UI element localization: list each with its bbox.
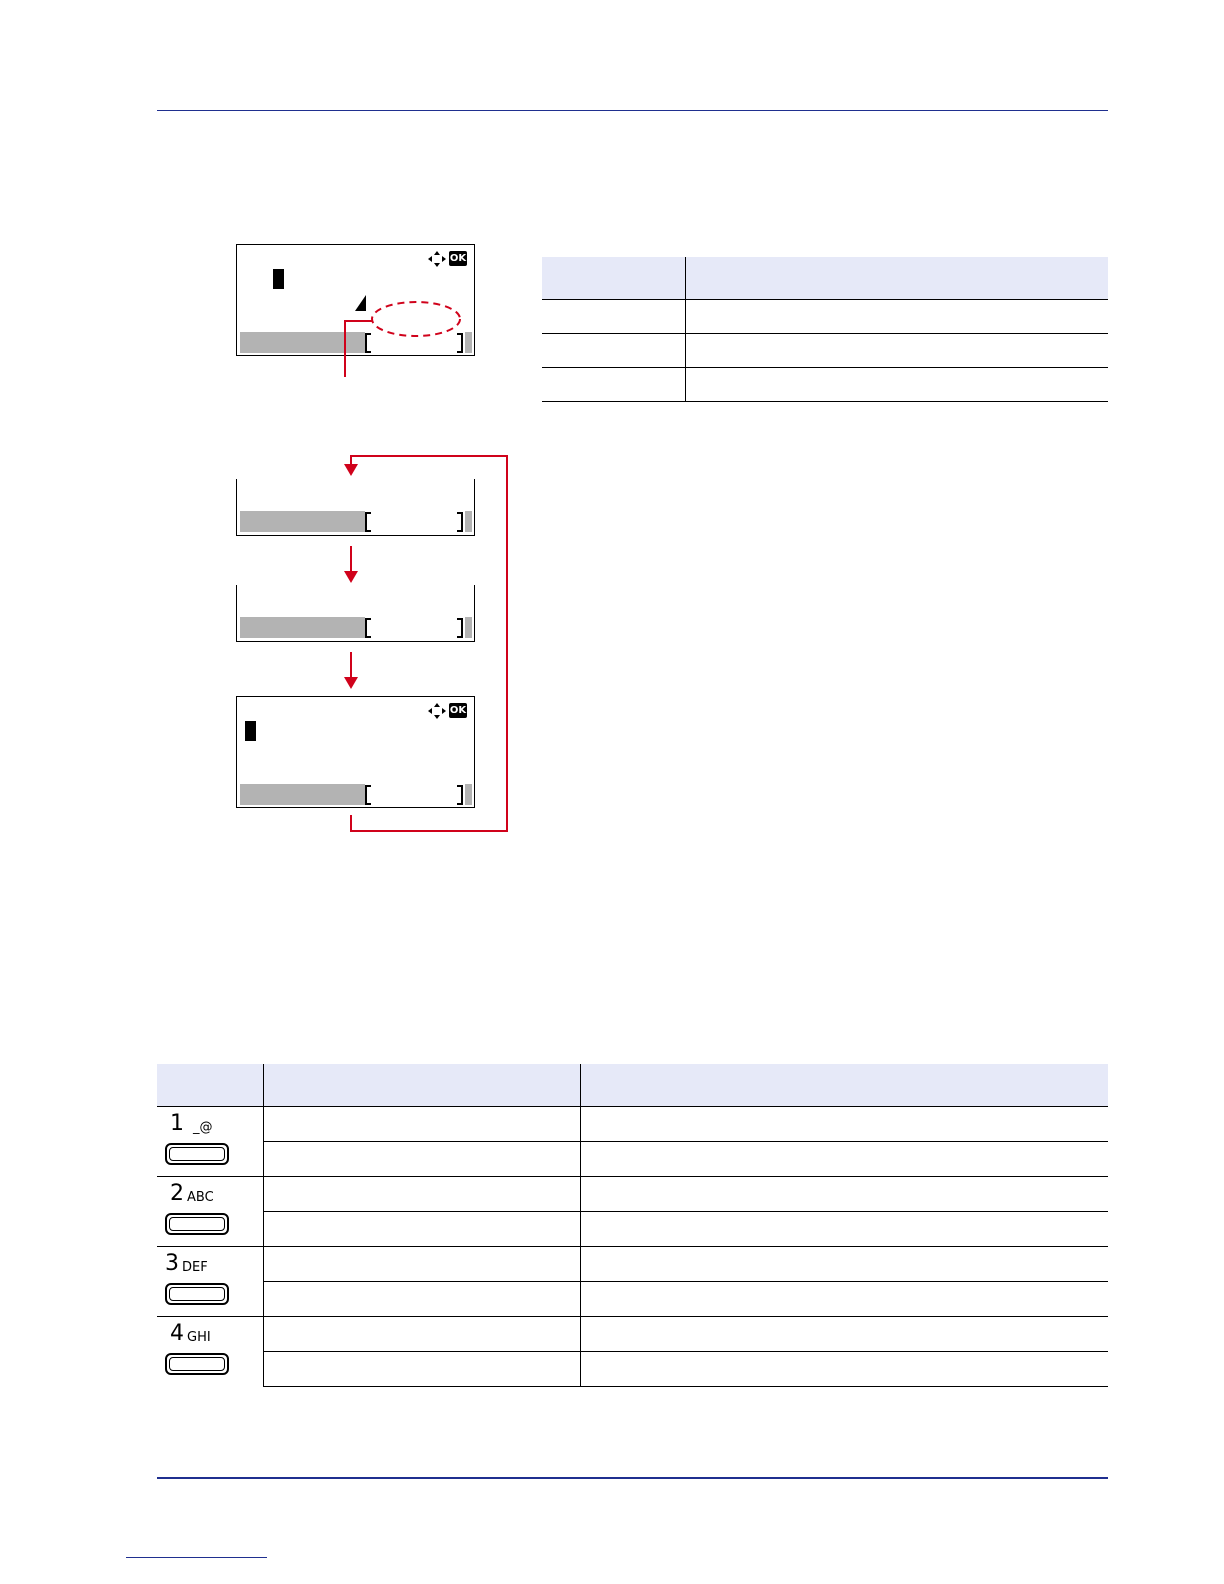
table-row: [542, 299, 1108, 333]
table-row: [157, 1141, 1108, 1176]
key-letters: ABC: [187, 1189, 214, 1205]
arrow-head-3: [344, 677, 358, 689]
key-number: 4: [170, 1320, 184, 1346]
table-cell: [263, 1246, 580, 1281]
table-cell: [263, 1316, 580, 1351]
ok-icon: OK: [449, 253, 467, 264]
table-row: [542, 333, 1108, 367]
table-cell: [685, 299, 1108, 333]
table-cell: [263, 1351, 580, 1386]
table-cell: [580, 1211, 1108, 1246]
key-number: 3: [165, 1250, 179, 1276]
table-row: [157, 1351, 1108, 1386]
table-cell: [580, 1246, 1108, 1281]
bracket-right: [457, 785, 463, 805]
ok-icon: OK: [449, 705, 467, 716]
table-cell: [542, 367, 685, 401]
text-cursor: [245, 721, 256, 741]
key-letters: DEF: [182, 1259, 208, 1275]
table-row: [157, 1211, 1108, 1246]
table-row: [157, 1316, 1108, 1351]
table-cell: [685, 367, 1108, 401]
key-cell-1: [157, 1106, 263, 1176]
arrow-head-1: [344, 464, 358, 476]
table-header-row: [157, 1064, 1108, 1106]
keypad-4-button-icon: [165, 1353, 229, 1375]
table-cell: [263, 1281, 580, 1316]
table-cell: [580, 1281, 1108, 1316]
key-letters: GHI: [187, 1329, 211, 1345]
table-cell: [580, 1351, 1108, 1386]
keypad-1-button-icon: [165, 1143, 229, 1165]
scrollbar: [465, 617, 472, 638]
table-cell: [580, 1176, 1108, 1211]
key-letters: _@: [193, 1119, 213, 1135]
lcd-screen-3: [236, 585, 475, 642]
table-cell: [580, 1106, 1108, 1141]
table-row: [157, 1246, 1108, 1281]
keypad-2-button-icon: [165, 1213, 229, 1235]
key-number: 1: [170, 1110, 184, 1136]
table-cell: [580, 1316, 1108, 1351]
table-header-row: [542, 257, 1108, 299]
table-row: [542, 367, 1108, 401]
bracket-left: [365, 618, 371, 638]
table-header-cell: [580, 1064, 1108, 1106]
table-cell: [263, 1176, 580, 1211]
table-header-cell: [685, 257, 1108, 299]
table-row: [157, 1176, 1108, 1211]
table-cell: [685, 333, 1108, 367]
arrow-head-2: [344, 571, 358, 583]
bracket-right: [457, 512, 463, 532]
bracket-right: [457, 618, 463, 638]
scrollbar: [465, 511, 472, 532]
callout-leader-line: [345, 321, 372, 377]
key-cell-3: [157, 1246, 263, 1316]
table-header-cell: [263, 1064, 580, 1106]
four-way-arrow-icon: [428, 703, 446, 719]
key-number: 2: [170, 1180, 184, 1206]
bracket-left: [365, 785, 371, 805]
key-cell-2: [157, 1176, 263, 1246]
table-header-cell: [542, 257, 685, 299]
keypad-3-button-icon: [165, 1283, 229, 1305]
table-row: [157, 1281, 1108, 1316]
table-cell: [263, 1141, 580, 1176]
description-table: [542, 257, 1108, 402]
dashed-callout-ellipse: [372, 302, 460, 336]
bracket-left: [365, 512, 371, 532]
softkey-bar: [240, 511, 365, 532]
table-cell: [263, 1211, 580, 1246]
table-header-cell: [157, 1064, 263, 1106]
table-row: [157, 1106, 1108, 1141]
softkey-bar: [240, 784, 365, 805]
footer-link-underline[interactable]: [126, 1557, 267, 1558]
footer-rule: [157, 1477, 1108, 1479]
table-cell: [542, 299, 685, 333]
table-cell: [542, 333, 685, 367]
table-cell: [263, 1106, 580, 1141]
table-cell: [580, 1141, 1108, 1176]
key-cell-4: [157, 1316, 263, 1386]
softkey-bar: [240, 617, 365, 638]
lcd-screen-4: [236, 696, 475, 808]
lcd-screen-2: [236, 479, 475, 536]
scrollbar: [465, 784, 472, 805]
key-character-table: [157, 1064, 1108, 1387]
